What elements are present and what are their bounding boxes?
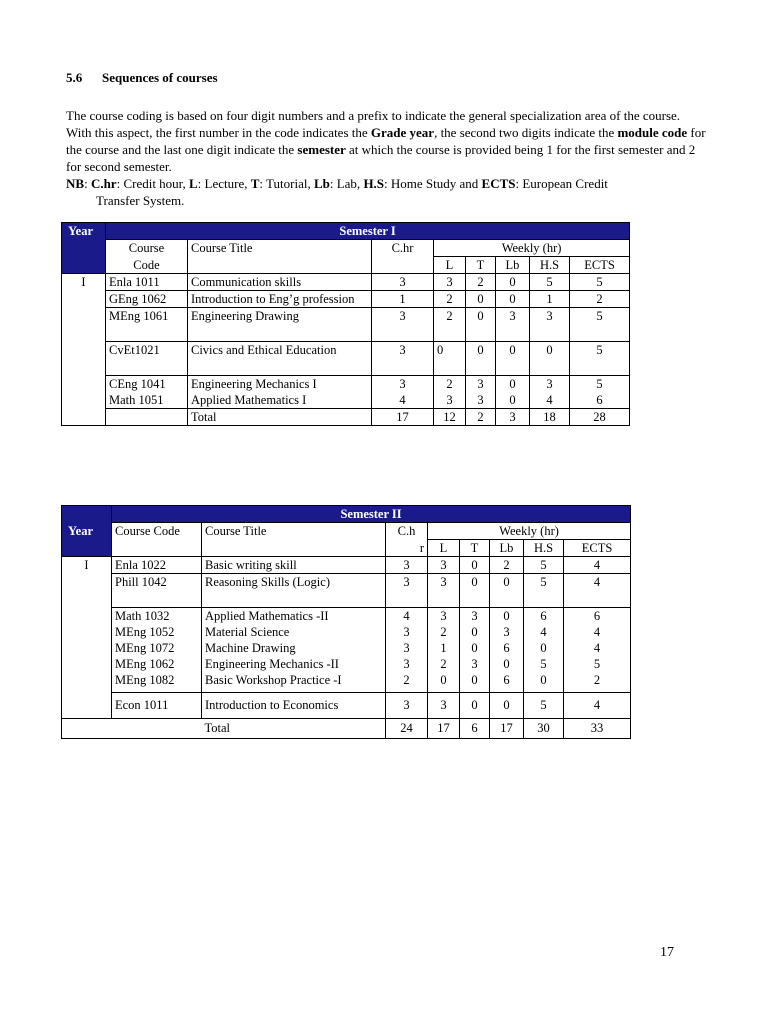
total-ects: 33 [564,718,631,738]
table-row [62,308,630,342]
col-t: T [466,257,496,274]
l-cell: 3 [434,392,466,409]
l-cell: 3 [428,574,460,608]
t-cell: 0 [460,574,490,608]
col-hs: H.S [524,540,564,557]
hs-cell: 0 [530,342,570,376]
l-cell: 2 [428,624,460,640]
col-course-code-2: Code [106,257,188,274]
ects-cell: 5 [570,342,630,376]
course-title: Basic writing skill [202,557,386,574]
course-title: Reasoning Skills (Logic) [202,574,386,608]
t-cell: 0 [460,672,490,692]
chr-cell: 3 [372,342,434,376]
chr-cell: 3 [386,624,428,640]
t-cell: 3 [460,656,490,672]
table-row [62,376,630,393]
chr-cell: 3 [386,692,428,718]
hs-cell: 5 [524,656,564,672]
col-weekly: Weekly (hr) [434,240,630,257]
col-chr: C.hr [372,240,434,257]
t-cell: 0 [460,557,490,574]
total-ects: 28 [570,409,630,426]
hs-cell: 3 [530,376,570,393]
semester-1-header-row [62,223,630,240]
l-cell: 2 [428,656,460,672]
chr-cell: 2 [386,672,428,692]
lb-cell: 6 [490,640,524,656]
col-ects: ECTS [564,540,631,557]
table-row [62,656,631,672]
column-header-row [62,240,630,257]
course-title: Applied Mathematics -II [202,608,386,625]
section-title: Sequences of courses [102,70,218,85]
lb-cell: 0 [496,376,530,393]
total-t: 6 [460,718,490,738]
table-row [62,291,630,308]
course-title: Material Science [202,624,386,640]
l-cell: 3 [428,608,460,625]
l-cell: 3 [428,692,460,718]
ects-cell: 5 [570,274,630,291]
col-course-code: Course [106,240,188,257]
table-row [62,574,631,608]
table-row [62,557,631,574]
course-title: Machine Drawing [202,640,386,656]
lb-cell: 0 [490,656,524,672]
course-title: Engineering Drawing [188,308,372,342]
year-cell: I [62,274,106,291]
course-code: MEng 1062 [112,656,202,672]
col-l: L [428,540,460,557]
l-cell: 0 [434,342,466,376]
section-number: 5.6 [66,70,83,85]
subheader-row [62,257,630,274]
col-ects: ECTS [570,257,630,274]
ects-cell: 5 [570,308,630,342]
chr-cell: 1 [372,291,434,308]
course-code: Math 1032 [112,608,202,625]
nb-note: NB: C.hr: Credit hour, L: Lecture, T: Tutorial, Lb: Lab, H.S: Home Study and ECTS: European Credit [66,176,608,191]
col-lb: Lb [490,540,524,557]
total-l: 12 [434,409,466,426]
ects-cell: 5 [570,376,630,393]
semester-1-table [61,222,630,426]
course-code: MEng 1052 [112,624,202,640]
table-row [62,672,631,692]
ects-cell: 5 [564,656,631,672]
t-cell: 0 [460,692,490,718]
t-cell: 0 [466,291,496,308]
chr-cell: 3 [372,274,434,291]
t-cell: 3 [460,608,490,625]
course-title: Applied Mathematics I [188,392,372,409]
lb-cell: 0 [496,342,530,376]
col-hs: H.S [530,257,570,274]
l-cell: 3 [434,274,466,291]
total-lb: 3 [496,409,530,426]
chr-cell: 3 [386,574,428,608]
year-header: Year [62,523,112,540]
column-header-row [62,523,631,540]
t-cell: 0 [466,308,496,342]
chr-cell: 3 [386,640,428,656]
lb-cell: 3 [496,308,530,342]
ects-cell: 4 [564,624,631,640]
year-cell: I [62,557,112,574]
course-code: Phill 1042 [112,574,202,608]
table-row [62,640,631,656]
semester-2-header-row [62,506,631,523]
subheader-row [62,540,631,557]
course-title: Communication skills [188,274,372,291]
l-cell: 0 [428,672,460,692]
col-l: L [434,257,466,274]
semester-header: Semester II [112,506,631,523]
hs-cell: 5 [524,692,564,718]
course-code: Math 1051 [106,392,188,409]
page-number: 17 [660,945,674,960]
hs-cell: 3 [530,308,570,342]
col-chr: C.h [386,523,428,540]
lb-cell: 0 [490,574,524,608]
lb-cell: 2 [490,557,524,574]
semester-header: Semester I [106,223,630,240]
course-code: Enla 1011 [106,274,188,291]
col-course-code: Course Code [112,523,202,540]
chr-cell: 3 [372,376,434,393]
course-code: MEng 1061 [106,308,188,342]
course-code: CvEt1021 [106,342,188,376]
intro-line-2: With this aspect, the first number in the code indicates the Grade year, the second two digits indicate the module code for the course and the last one digit indicate the semester at which the course is provided being 1 for the first semester and 2 for second semester. [66,125,706,174]
ects-cell: 4 [564,557,631,574]
lb-cell: 6 [490,672,524,692]
t-cell: 0 [460,624,490,640]
intro-line-1: The course coding is based on four digit numbers and a prefix to indicate the general specialization area of the course. [66,108,681,123]
course-title: Introduction to Eng’g profession [188,291,372,308]
course-code: MEng 1082 [112,672,202,692]
total-row [62,409,630,426]
section-heading [66,70,218,86]
lb-cell: 0 [496,392,530,409]
col-t: T [460,540,490,557]
table-row [62,608,631,625]
chr-cell: 3 [386,557,428,574]
ects-cell: 4 [564,640,631,656]
total-hs: 30 [524,718,564,738]
lb-cell: 0 [496,274,530,291]
course-code: CEng 1041 [106,376,188,393]
year-header: Year [62,223,106,240]
course-title: Engineering Mechanics I [188,376,372,393]
total-lb: 17 [490,718,524,738]
table-row [62,692,631,718]
l-cell: 2 [434,291,466,308]
hs-cell: 0 [524,672,564,692]
total-chr: 17 [372,409,434,426]
lb-cell: 0 [490,608,524,625]
table-row [62,624,631,640]
table-row [62,392,630,409]
col-lb: Lb [496,257,530,274]
total-t: 2 [466,409,496,426]
total-hs: 18 [530,409,570,426]
hs-cell: 5 [530,274,570,291]
table-row [62,342,630,376]
total-label: Total [188,409,372,426]
hs-cell: 5 [524,574,564,608]
table-row [62,274,630,291]
col-course-title: Course Title [188,240,372,257]
hs-cell: 4 [530,392,570,409]
chr-cell: 4 [372,392,434,409]
l-cell: 3 [428,557,460,574]
course-code: MEng 1072 [112,640,202,656]
hs-cell: 1 [530,291,570,308]
t-cell: 3 [466,376,496,393]
course-title: Basic Workshop Practice -I [202,672,386,692]
ects-cell: 2 [570,291,630,308]
col-chr-2: r [386,540,428,557]
l-cell: 1 [428,640,460,656]
semester-2-table [61,505,631,739]
l-cell: 2 [434,308,466,342]
course-code: Enla 1022 [112,557,202,574]
hs-cell: 0 [524,640,564,656]
l-cell: 2 [434,376,466,393]
t-cell: 0 [460,640,490,656]
lb-cell: 0 [490,692,524,718]
course-code: GEng 1062 [106,291,188,308]
course-title: Civics and Ethical Education [188,342,372,376]
total-l: 17 [428,718,460,738]
course-code: Econ 1011 [112,692,202,718]
chr-cell: 3 [372,308,434,342]
col-course-title: Course Title [202,523,386,540]
col-weekly: Weekly (hr) [428,523,631,540]
ects-cell: 6 [564,608,631,625]
ects-cell: 4 [564,574,631,608]
ects-cell: 2 [564,672,631,692]
t-cell: 3 [466,392,496,409]
hs-cell: 4 [524,624,564,640]
total-label: Total [202,718,386,738]
lb-cell: 0 [496,291,530,308]
total-chr: 24 [386,718,428,738]
hs-cell: 5 [524,557,564,574]
lb-cell: 3 [490,624,524,640]
nb-note-cont: Transfer System. [96,193,185,208]
ects-cell: 4 [564,692,631,718]
ects-cell: 6 [570,392,630,409]
hs-cell: 6 [524,608,564,625]
intro-paragraph [66,107,706,209]
chr-cell: 3 [386,656,428,672]
t-cell: 0 [466,342,496,376]
t-cell: 2 [466,274,496,291]
course-title: Engineering Mechanics -II [202,656,386,672]
total-row [62,718,631,738]
course-title: Introduction to Economics [202,692,386,718]
chr-cell: 4 [386,608,428,625]
